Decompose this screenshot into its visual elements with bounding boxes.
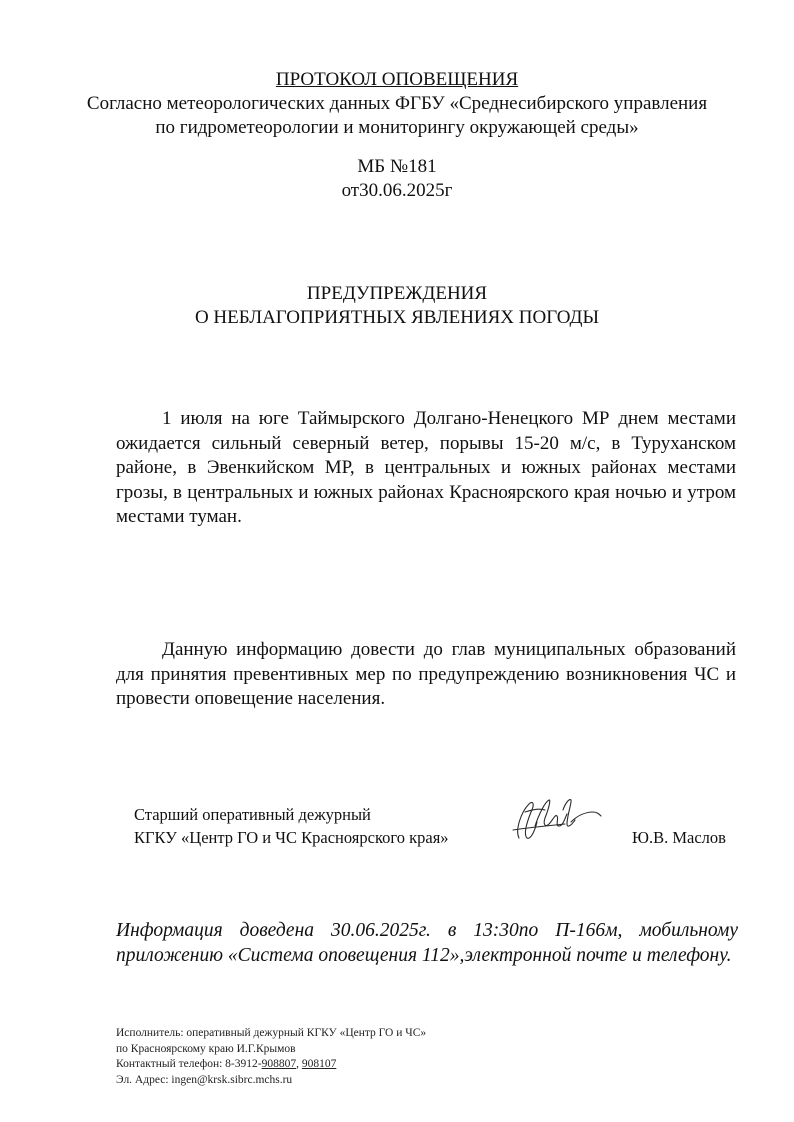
instruction-text: Данную информацию довести до глав муниципальных образований для принятия превентивных мер по предупреждению возникновения ЧС и провести оповещение населения.	[116, 639, 736, 710]
footer-executor-line-2: по Красноярскому краю И.Г.Крымов	[116, 1042, 296, 1055]
warnings-heading-line-1: ПРЕДУПРЕЖДЕНИЯ	[306, 283, 488, 304]
signer-position-line-2: КГКУ «Центр ГО и ЧС Красноярского края»	[134, 828, 449, 847]
delivery-text: Информация доведена 30.06.2025г. в 13:30по П-166м, мобильному приложению «Система оповещения 112»,электронной почте и телефону.	[116, 920, 738, 966]
warnings-heading-line-2: О НЕБЛАГОПРИЯТНЫХ ЯВЛЕНИЯХ ПОГОДЫ	[194, 307, 600, 328]
document-date: от30.06.2025г	[341, 180, 453, 201]
footer-phone-2[interactable]: 908107	[301, 1058, 337, 1070]
signer-name: Ю.В. Маслов	[632, 828, 726, 847]
footer-phone-line	[116, 1057, 426, 1073]
footer-executor-line-1: Исполнитель: оперативный дежурный КГКУ «Центр ГО и ЧС»	[116, 1027, 427, 1039]
delivery-paragraph	[116, 918, 738, 968]
warnings-text: 1 июля на юге Таймырского Долгано-Ненецкого МР днем местами ожидается сильный северный ветер, порывы 15-20 м/с, в Туруханском районе, в Эвенкийском МР, в центральных и южных районах местами грозы, в центральных и южных районах Красноярского края ночью и утром местами туман.	[116, 408, 736, 528]
footer-phone-separator: ,	[296, 1058, 302, 1070]
signer-position-line-1: Старший оперативный дежурный	[134, 805, 371, 824]
footer-block	[116, 1026, 426, 1088]
document-title: ПРОТОКОЛ ОПОВЕЩЕНИЯ	[275, 69, 519, 90]
document-number: МБ №181	[357, 156, 437, 177]
footer-email[interactable]: Эл. Адрес: ingen@krsk.sibrc.mchs.ru	[116, 1073, 293, 1086]
source-line-1: Согласно метеорологических данных ФГБУ «Среднесибирского управления	[86, 93, 708, 114]
instruction-paragraph	[116, 638, 736, 712]
handwritten-signature	[505, 790, 605, 848]
warnings-paragraph	[116, 407, 736, 530]
source-line-2: по гидрометеорологии и мониторингу окружающей среды»	[155, 117, 639, 138]
footer-phone-prefix: Контактный телефон: 8-3912-	[116, 1058, 262, 1070]
footer-phone-1[interactable]: 908807	[261, 1058, 297, 1070]
